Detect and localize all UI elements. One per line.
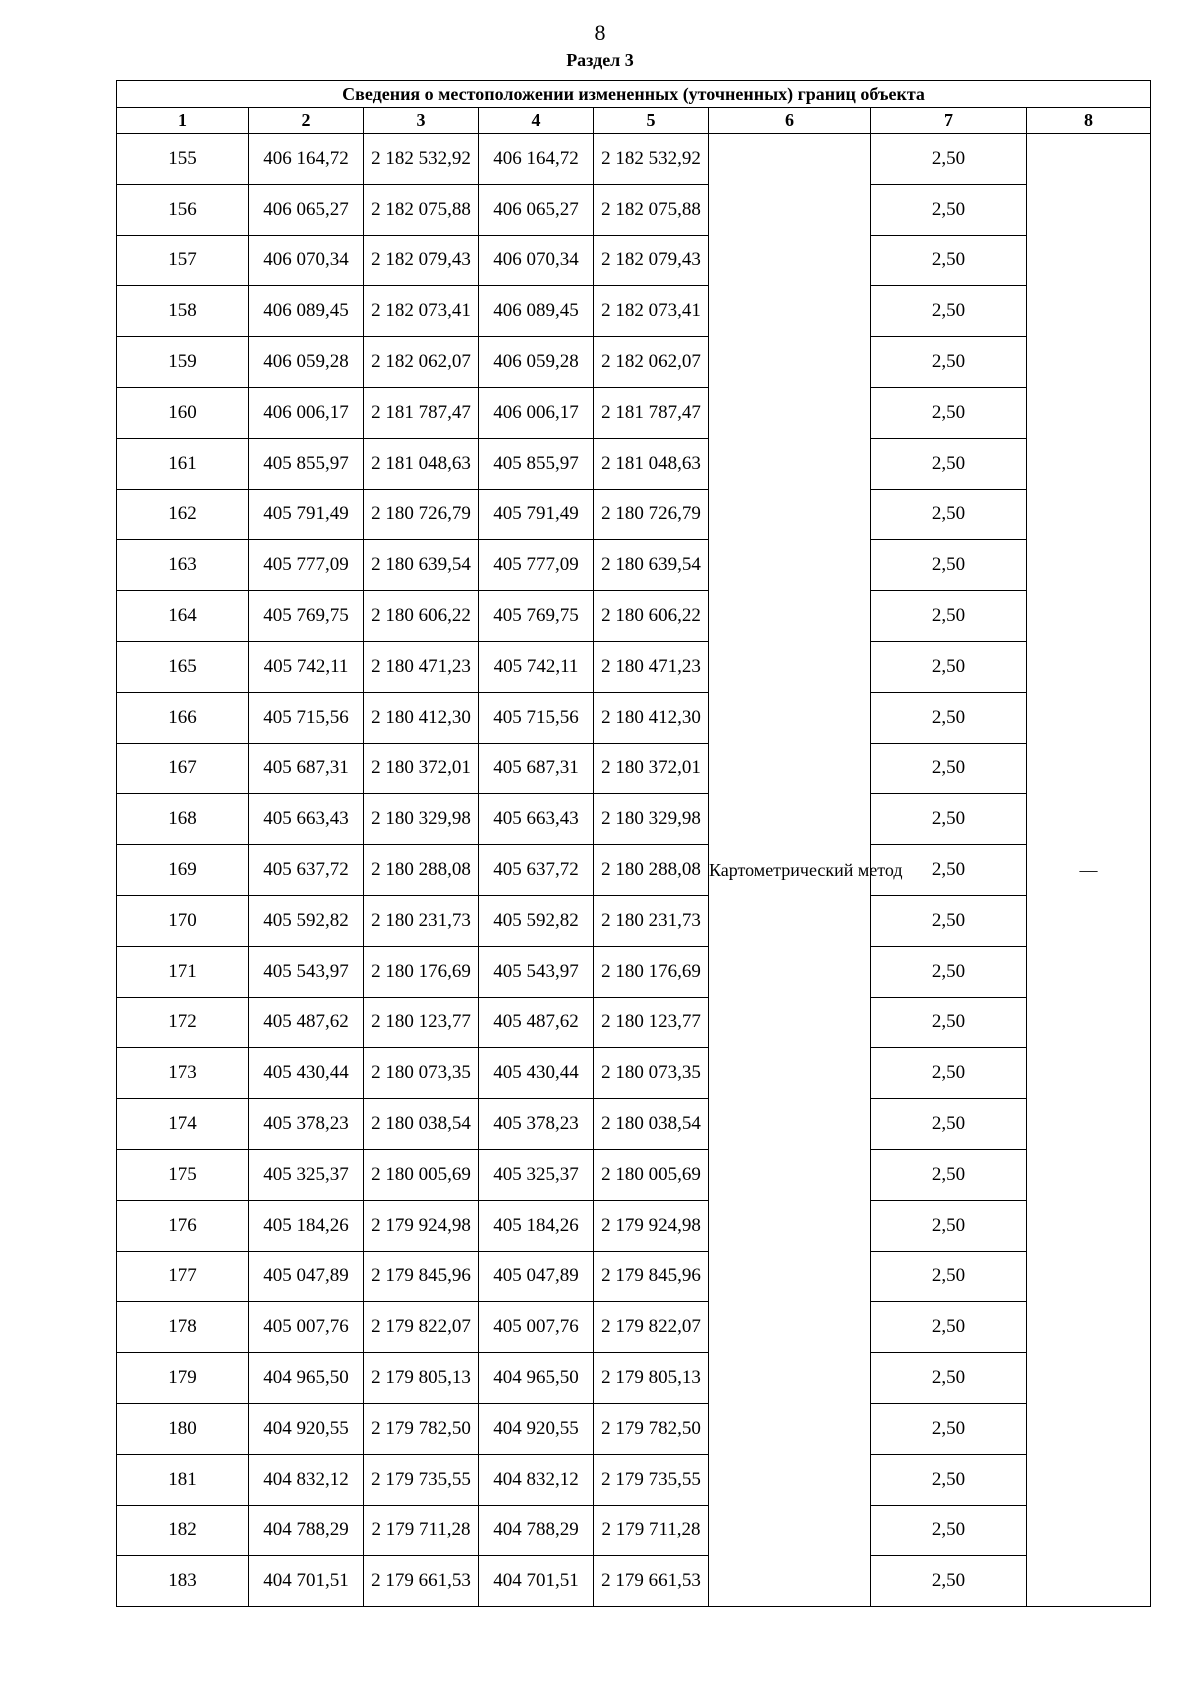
y-new-cell: 2 182 062,07 [594, 337, 709, 388]
column-number-5: 5 [594, 108, 709, 134]
x-old-cell: 405 769,75 [249, 591, 364, 642]
table-row [117, 1302, 1151, 1353]
y-old-cell: 2 182 073,41 [364, 286, 479, 337]
point-number-cell: 178 [117, 1302, 249, 1353]
column-number-7: 7 [871, 108, 1027, 134]
table-row [117, 387, 1151, 438]
table-row [117, 641, 1151, 692]
x-new-cell: 405 777,09 [479, 540, 594, 591]
table-row [117, 692, 1151, 743]
table-row [117, 1353, 1151, 1404]
x-new-cell: 405 430,44 [479, 1048, 594, 1099]
y-new-cell: 2 180 471,23 [594, 641, 709, 692]
point-number-cell: 164 [117, 591, 249, 642]
point-number-cell: 167 [117, 743, 249, 794]
x-new-cell: 406 059,28 [479, 337, 594, 388]
y-new-cell: 2 179 924,98 [594, 1200, 709, 1251]
accuracy-cell: 2,50 [871, 1556, 1027, 1607]
accuracy-cell: 2,50 [871, 1403, 1027, 1454]
boundary-coordinates-table [116, 80, 1151, 1607]
y-new-cell: 2 180 038,54 [594, 1099, 709, 1150]
column-number-row [117, 108, 1151, 134]
y-new-cell: 2 180 329,98 [594, 794, 709, 845]
x-new-cell: 405 637,72 [479, 845, 594, 896]
x-new-cell: 404 965,50 [479, 1353, 594, 1404]
accuracy-cell: 2,50 [871, 235, 1027, 286]
x-new-cell: 406 070,34 [479, 235, 594, 286]
point-number-cell: 159 [117, 337, 249, 388]
y-new-cell: 2 182 532,92 [594, 134, 709, 185]
y-old-cell: 2 182 079,43 [364, 235, 479, 286]
table-row [117, 1454, 1151, 1505]
y-new-cell: 2 180 639,54 [594, 540, 709, 591]
x-old-cell: 405 487,62 [249, 997, 364, 1048]
x-new-cell: 405 007,76 [479, 1302, 594, 1353]
y-new-cell: 2 182 079,43 [594, 235, 709, 286]
y-new-cell: 2 180 123,77 [594, 997, 709, 1048]
x-new-cell: 404 701,51 [479, 1556, 594, 1607]
point-number-cell: 155 [117, 134, 249, 185]
y-new-cell: 2 180 176,69 [594, 946, 709, 997]
table-row [117, 134, 1151, 185]
x-old-cell: 405 543,97 [249, 946, 364, 997]
point-number-cell: 181 [117, 1454, 249, 1505]
table-row [117, 1149, 1151, 1200]
y-old-cell: 2 179 845,96 [364, 1251, 479, 1302]
x-old-cell: 405 184,26 [249, 1200, 364, 1251]
x-new-cell: 406 006,17 [479, 387, 594, 438]
accuracy-cell: 2,50 [871, 134, 1027, 185]
point-number-cell: 158 [117, 286, 249, 337]
y-old-cell: 2 182 062,07 [364, 337, 479, 388]
table-row [117, 1200, 1151, 1251]
y-new-cell: 2 182 073,41 [594, 286, 709, 337]
table-row [117, 946, 1151, 997]
x-new-cell: 406 065,27 [479, 184, 594, 235]
table-row [117, 845, 1151, 896]
y-old-cell: 2 180 176,69 [364, 946, 479, 997]
y-new-cell: 2 179 822,07 [594, 1302, 709, 1353]
point-number-cell: 174 [117, 1099, 249, 1150]
page-number: 8 [594, 20, 606, 45]
y-old-cell: 2 179 661,53 [364, 1556, 479, 1607]
accuracy-cell: 2,50 [871, 845, 1027, 896]
column-number-4: 4 [479, 108, 594, 134]
x-new-cell: 405 855,97 [479, 438, 594, 489]
accuracy-cell: 2,50 [871, 1454, 1027, 1505]
accuracy-cell: 2,50 [871, 337, 1027, 388]
point-number-cell: 176 [117, 1200, 249, 1251]
point-number-cell: 163 [117, 540, 249, 591]
point-number-cell: 165 [117, 641, 249, 692]
x-old-cell: 405 637,72 [249, 845, 364, 896]
x-new-cell: 405 715,56 [479, 692, 594, 743]
accuracy-cell: 2,50 [871, 489, 1027, 540]
x-new-cell: 405 663,43 [479, 794, 594, 845]
table-title: Сведения о местоположении измененных (уточненных) границ объекта [117, 81, 1151, 108]
x-new-cell: 405 047,89 [479, 1251, 594, 1302]
point-number-cell: 170 [117, 895, 249, 946]
y-old-cell: 2 180 639,54 [364, 540, 479, 591]
x-new-cell: 405 769,75 [479, 591, 594, 642]
y-new-cell: 2 179 805,13 [594, 1353, 709, 1404]
x-old-cell: 405 715,56 [249, 692, 364, 743]
y-old-cell: 2 179 805,13 [364, 1353, 479, 1404]
y-new-cell: 2 179 845,96 [594, 1251, 709, 1302]
x-new-cell: 406 089,45 [479, 286, 594, 337]
x-old-cell: 405 007,76 [249, 1302, 364, 1353]
y-new-cell: 2 180 726,79 [594, 489, 709, 540]
accuracy-cell: 2,50 [871, 1353, 1027, 1404]
x-new-cell: 405 592,82 [479, 895, 594, 946]
y-old-cell: 2 180 231,73 [364, 895, 479, 946]
x-old-cell: 405 663,43 [249, 794, 364, 845]
y-old-cell: 2 179 822,07 [364, 1302, 479, 1353]
point-number-cell: 156 [117, 184, 249, 235]
table-row [117, 1403, 1151, 1454]
column-number-6: 6 [709, 108, 871, 134]
x-new-cell: 405 543,97 [479, 946, 594, 997]
x-new-cell: 405 742,11 [479, 641, 594, 692]
y-old-cell: 2 182 532,92 [364, 134, 479, 185]
accuracy-cell: 2,50 [871, 946, 1027, 997]
accuracy-cell: 2,50 [871, 641, 1027, 692]
column-number-1: 1 [117, 108, 249, 134]
accuracy-cell: 2,50 [871, 184, 1027, 235]
point-number-cell: 162 [117, 489, 249, 540]
y-old-cell: 2 180 073,35 [364, 1048, 479, 1099]
x-new-cell: 405 687,31 [479, 743, 594, 794]
x-old-cell: 405 687,31 [249, 743, 364, 794]
point-number-cell: 183 [117, 1556, 249, 1607]
table-row [117, 997, 1151, 1048]
point-number-cell: 168 [117, 794, 249, 845]
section-title: Раздел 3 [566, 50, 634, 70]
table-row [117, 895, 1151, 946]
accuracy-cell: 2,50 [871, 794, 1027, 845]
y-new-cell: 2 180 288,08 [594, 845, 709, 896]
point-number-cell: 179 [117, 1353, 249, 1404]
x-new-cell: 405 184,26 [479, 1200, 594, 1251]
point-number-cell: 160 [117, 387, 249, 438]
x-old-cell: 404 832,12 [249, 1454, 364, 1505]
x-old-cell: 406 164,72 [249, 134, 364, 185]
point-number-cell: 180 [117, 1403, 249, 1454]
accuracy-cell: 2,50 [871, 895, 1027, 946]
y-old-cell: 2 180 123,77 [364, 997, 479, 1048]
point-number-cell: 157 [117, 235, 249, 286]
table-row [117, 1556, 1151, 1607]
y-old-cell: 2 179 782,50 [364, 1403, 479, 1454]
point-number-cell: 172 [117, 997, 249, 1048]
y-new-cell: 2 180 372,01 [594, 743, 709, 794]
table-row [117, 1099, 1151, 1150]
y-new-cell: 2 180 231,73 [594, 895, 709, 946]
accuracy-cell: 2,50 [871, 1200, 1027, 1251]
y-old-cell: 2 179 735,55 [364, 1454, 479, 1505]
y-new-cell: 2 180 005,69 [594, 1149, 709, 1200]
x-new-cell: 404 832,12 [479, 1454, 594, 1505]
x-new-cell: 405 325,37 [479, 1149, 594, 1200]
y-new-cell: 2 180 073,35 [594, 1048, 709, 1099]
accuracy-cell: 2,50 [871, 743, 1027, 794]
x-old-cell: 404 701,51 [249, 1556, 364, 1607]
table-row [117, 337, 1151, 388]
y-old-cell: 2 180 726,79 [364, 489, 479, 540]
column-number-3: 3 [364, 108, 479, 134]
x-old-cell: 406 070,34 [249, 235, 364, 286]
table-row [117, 1505, 1151, 1556]
table-row [117, 540, 1151, 591]
y-old-cell: 2 180 372,01 [364, 743, 479, 794]
accuracy-cell: 2,50 [871, 1149, 1027, 1200]
y-old-cell: 2 181 048,63 [364, 438, 479, 489]
y-new-cell: 2 179 735,55 [594, 1454, 709, 1505]
table-row [117, 438, 1151, 489]
point-number-cell: 177 [117, 1251, 249, 1302]
column-number-8: 8 [1027, 108, 1151, 134]
point-number-cell: 182 [117, 1505, 249, 1556]
y-old-cell: 2 180 471,23 [364, 641, 479, 692]
table-row [117, 184, 1151, 235]
note-cell: — [1027, 134, 1151, 1607]
y-old-cell: 2 181 787,47 [364, 387, 479, 438]
y-old-cell: 2 180 329,98 [364, 794, 479, 845]
point-number-cell: 175 [117, 1149, 249, 1200]
accuracy-cell: 2,50 [871, 997, 1027, 1048]
x-old-cell: 405 430,44 [249, 1048, 364, 1099]
x-new-cell: 405 378,23 [479, 1099, 594, 1150]
y-new-cell: 2 179 711,28 [594, 1505, 709, 1556]
point-number-cell: 166 [117, 692, 249, 743]
x-new-cell: 405 487,62 [479, 997, 594, 1048]
y-old-cell: 2 180 606,22 [364, 591, 479, 642]
column-number-2: 2 [249, 108, 364, 134]
y-old-cell: 2 179 711,28 [364, 1505, 479, 1556]
x-old-cell: 406 065,27 [249, 184, 364, 235]
x-old-cell: 404 965,50 [249, 1353, 364, 1404]
accuracy-cell: 2,50 [871, 286, 1027, 337]
x-new-cell: 404 920,55 [479, 1403, 594, 1454]
accuracy-cell: 2,50 [871, 692, 1027, 743]
x-old-cell: 404 788,29 [249, 1505, 364, 1556]
x-old-cell: 406 089,45 [249, 286, 364, 337]
x-old-cell: 405 325,37 [249, 1149, 364, 1200]
method-cell: Картометрический метод [709, 134, 871, 1607]
accuracy-cell: 2,50 [871, 1251, 1027, 1302]
table-row [117, 1048, 1151, 1099]
x-old-cell: 405 791,49 [249, 489, 364, 540]
point-number-cell: 161 [117, 438, 249, 489]
x-old-cell: 405 047,89 [249, 1251, 364, 1302]
y-old-cell: 2 180 005,69 [364, 1149, 479, 1200]
accuracy-cell: 2,50 [871, 540, 1027, 591]
x-new-cell: 406 164,72 [479, 134, 594, 185]
accuracy-cell: 2,50 [871, 1048, 1027, 1099]
accuracy-cell: 2,50 [871, 1099, 1027, 1150]
y-old-cell: 2 180 288,08 [364, 845, 479, 896]
table-row [117, 743, 1151, 794]
point-number-cell: 169 [117, 845, 249, 896]
y-old-cell: 2 182 075,88 [364, 184, 479, 235]
x-new-cell: 404 788,29 [479, 1505, 594, 1556]
table-row [117, 235, 1151, 286]
x-old-cell: 405 592,82 [249, 895, 364, 946]
x-old-cell: 405 777,09 [249, 540, 364, 591]
table-row [117, 489, 1151, 540]
table-row [117, 591, 1151, 642]
y-new-cell: 2 182 075,88 [594, 184, 709, 235]
table-body [117, 134, 1151, 1607]
y-new-cell: 2 179 661,53 [594, 1556, 709, 1607]
table-row [117, 1251, 1151, 1302]
x-old-cell: 405 742,11 [249, 641, 364, 692]
y-new-cell: 2 179 782,50 [594, 1403, 709, 1454]
x-old-cell: 405 378,23 [249, 1099, 364, 1150]
accuracy-cell: 2,50 [871, 438, 1027, 489]
y-old-cell: 2 180 412,30 [364, 692, 479, 743]
x-old-cell: 405 855,97 [249, 438, 364, 489]
table-row [117, 794, 1151, 845]
x-new-cell: 405 791,49 [479, 489, 594, 540]
accuracy-cell: 2,50 [871, 591, 1027, 642]
y-new-cell: 2 181 048,63 [594, 438, 709, 489]
accuracy-cell: 2,50 [871, 1505, 1027, 1556]
table-row [117, 286, 1151, 337]
accuracy-cell: 2,50 [871, 387, 1027, 438]
x-old-cell: 406 059,28 [249, 337, 364, 388]
y-new-cell: 2 181 787,47 [594, 387, 709, 438]
y-new-cell: 2 180 412,30 [594, 692, 709, 743]
point-number-cell: 171 [117, 946, 249, 997]
x-old-cell: 404 920,55 [249, 1403, 364, 1454]
point-number-cell: 173 [117, 1048, 249, 1099]
y-new-cell: 2 180 606,22 [594, 591, 709, 642]
x-old-cell: 406 006,17 [249, 387, 364, 438]
accuracy-cell: 2,50 [871, 1302, 1027, 1353]
y-old-cell: 2 180 038,54 [364, 1099, 479, 1150]
y-old-cell: 2 179 924,98 [364, 1200, 479, 1251]
